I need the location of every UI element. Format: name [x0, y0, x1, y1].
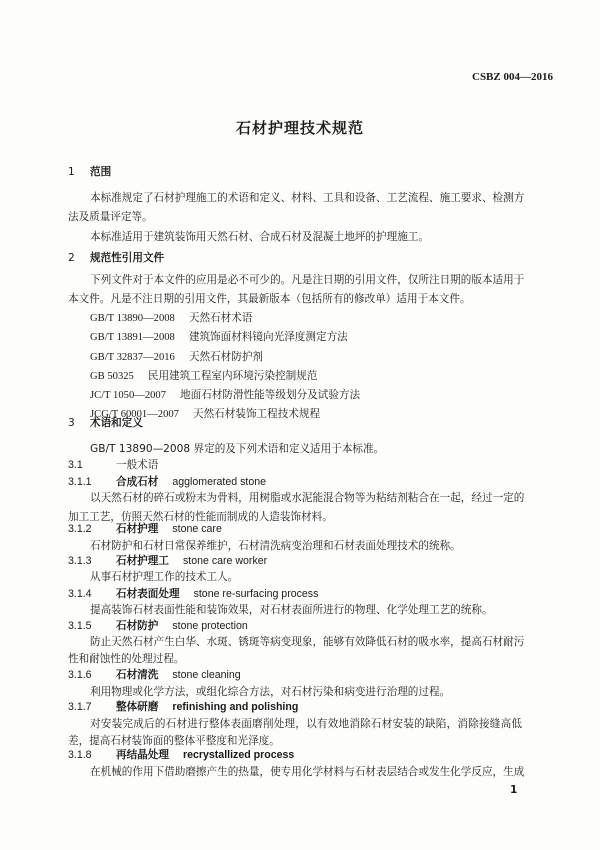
paragraph-line: 本标准规定了石材护理施工的术语和定义、材料、工具和设备、工艺流程、施工要求、检测方 [90, 192, 525, 204]
reference-item [90, 312, 252, 325]
section-number: 3 [68, 417, 75, 429]
reference-item [90, 351, 263, 364]
term-heading [68, 669, 241, 682]
reference-code: JC/T 1050—2007 [90, 390, 167, 401]
paragraph-line: 法及质量评定等。 [68, 211, 153, 223]
term-chinese: 石材护理 [116, 523, 159, 535]
term-chinese: 合成石材 [116, 476, 159, 488]
definition-line: 以天然石材的碎石或粉末为骨料，用树脂或水泥能混合物等为粘结剂粘合在一起，经过一定的 [90, 492, 525, 504]
term-chinese: 再结晶处理 [116, 749, 169, 761]
term-english: stone care worker [182, 555, 268, 567]
reference-name: 建筑饰面材料镜向光泽度测定方法 [188, 331, 348, 343]
term-number: 3.1.3 [68, 555, 92, 567]
term-heading [68, 620, 248, 633]
definition-line: 性和耐蚀性的处理过程。 [68, 653, 185, 665]
section-number: 1 [68, 166, 75, 178]
term-number: 3.1.4 [68, 588, 92, 600]
reference-code: GB/T 13891—2008 [90, 332, 175, 343]
term-number: 3.1.2 [68, 523, 92, 535]
definition-line: 防止天然石材产生白华、水斑、锈斑等病变现象，能够有效降低石材的吸水率，提高石材耐污 [90, 636, 525, 648]
reference-code: GB/T 32837—2016 [90, 352, 175, 363]
section-title: 术语和定义 [90, 417, 143, 429]
paragraph-line: 本文件。凡是不注日期的引用文件，其最新版本（包括所有的修改单）适用于本文件。 [68, 293, 471, 305]
term-heading [68, 588, 318, 601]
definition-line: 利用物理或化学方法，或组化综合方法，对石材污染和病变进行治理的过程。 [90, 686, 451, 698]
term-heading [68, 555, 267, 568]
definition-line: 从事石材护理工作的技术工人。 [90, 571, 239, 583]
section-3-heading [68, 417, 143, 430]
paragraph-line: 下列文件对于本文件的应用是必不可少的。凡是注日期的引用文件，仅所注日期的版本适用于 [90, 274, 525, 286]
definition-line: 差，提高石材装饰面的整体平整度和光泽度。 [68, 735, 280, 747]
section-number: 2 [68, 252, 75, 264]
reference-code: GB/T 13890—2008 [90, 313, 175, 324]
term-number: 3.1.7 [68, 701, 92, 713]
reference-name: 天然石材防护剂 [188, 351, 264, 363]
reference-code: GB 50325 [90, 371, 134, 382]
section-1-heading [68, 166, 111, 179]
term-english: stone protection [172, 620, 248, 632]
reference-item [90, 370, 317, 383]
reference-item [90, 389, 360, 402]
definition-line: 提高装饰石材表面性能和装饰效果，对石材表面所进行的物理、化学处理工艺的统称。 [90, 604, 493, 616]
term-english: agglomerated stone [172, 476, 267, 488]
reference-name: 天然石材术语 [188, 312, 253, 324]
subsection-title: 一般术语 [116, 459, 159, 471]
section-title: 规范性引用文件 [90, 252, 165, 264]
term-number: 3.1.5 [68, 620, 92, 632]
term-number: 3.1.1 [68, 476, 92, 488]
section-title: 范围 [90, 166, 112, 178]
reference-item [90, 331, 348, 344]
term-chinese: 石材防护 [116, 620, 159, 632]
term-chinese: 石材表面处理 [116, 588, 180, 600]
term-english: recrystallized process [182, 749, 295, 761]
term-heading [68, 523, 222, 536]
reference-name: 民用建筑工程室内环境污染控制规范 [147, 370, 318, 382]
document-title: 石材护理技术规范 [235, 119, 364, 137]
term-heading [68, 749, 294, 762]
subsection-heading [68, 459, 158, 472]
term-chinese: 石材清洗 [116, 669, 159, 681]
subsection-number: 3.1 [68, 459, 83, 471]
term-english: stone re-surfacing process [193, 588, 319, 600]
page-number: 1 [510, 784, 518, 796]
reference-name: 天然石材装饰工程技术规程 [192, 408, 321, 420]
section-2-heading [68, 252, 164, 265]
term-english: stone cleaning [172, 669, 241, 681]
paragraph-line: 本标准适用于建筑装饰用天然石材、合成石材及混凝土地坪的护理施工。 [90, 231, 429, 243]
definition-line: 对安装完成后的石材进行整体表面磨削处理，以有效地消除石材安装的缺陷，消除接缝高低 [90, 718, 522, 730]
term-english: refinishing and polishing [172, 701, 299, 713]
term-chinese: 石材护理工 [116, 555, 169, 567]
definition-line: 石材防护和石材日常保养维护，石材清洗病变治理和石材表面处理技术的统称。 [90, 540, 461, 552]
term-heading [68, 476, 266, 489]
paragraph-line: GB/T 13890—2008 界定的及下列术语和定义适用于本标准。 [90, 443, 385, 455]
standard-number: CSBZ 004—2016 [472, 71, 553, 83]
reference-name: 地面石材防滑性能等级划分及试验方法 [180, 389, 361, 401]
reference-code: JCG/T 60001—2007 [90, 409, 179, 420]
term-heading [68, 701, 298, 714]
term-number: 3.1.6 [68, 669, 92, 681]
term-number: 3.1.8 [68, 749, 92, 761]
term-english: stone care [172, 523, 222, 535]
definition-line: 加工工艺，仿照天然石材的性能而制成的人造装饰材料。 [68, 511, 333, 523]
term-chinese: 整体研磨 [116, 701, 159, 713]
definition-line: 在机械的作用下借助磨擦产生的热量，使专用化学材料与石材表层结合或发生化学反应，生成 [90, 766, 525, 778]
